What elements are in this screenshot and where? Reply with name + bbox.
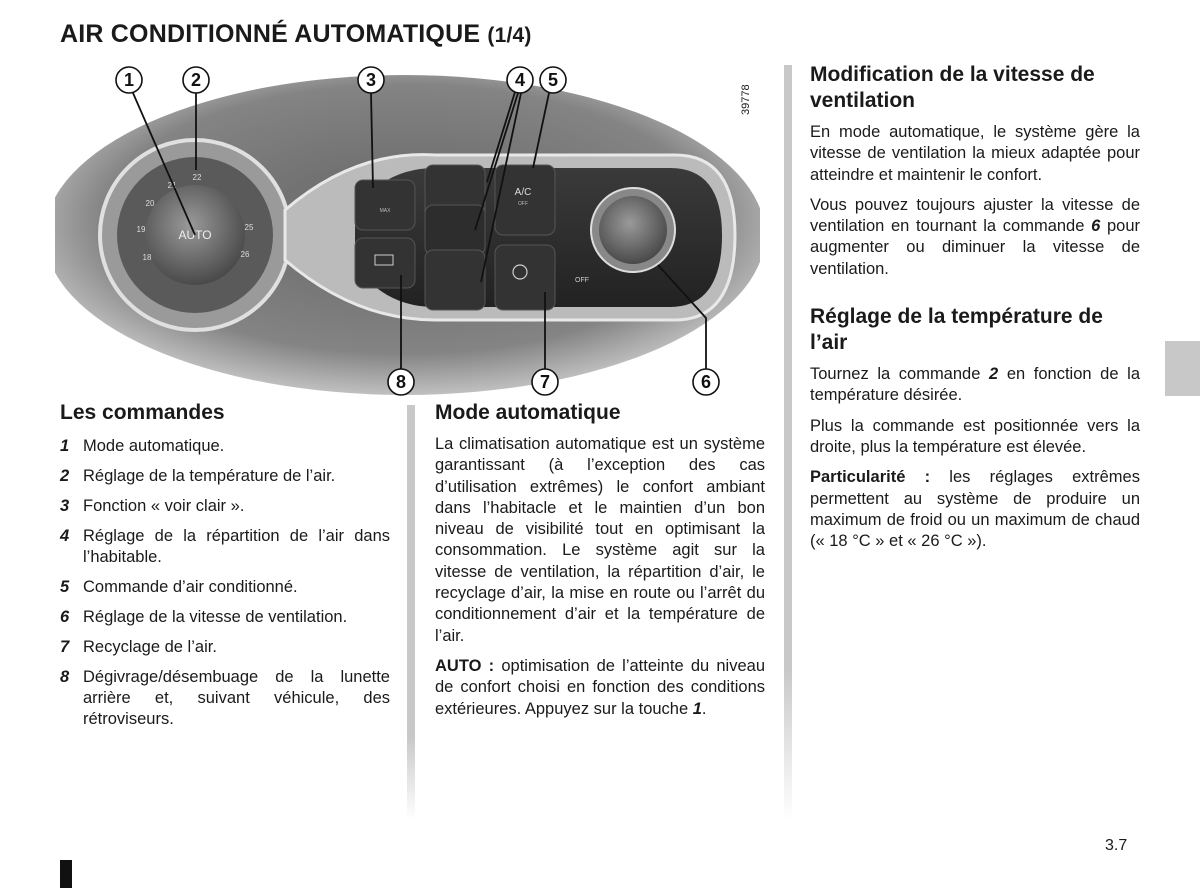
text-run: Vous pouvez toujours ajuster la vitesse de ventilation en tournant la commande — [810, 195, 1140, 236]
commandes-list — [60, 436, 390, 730]
list-item — [60, 577, 390, 598]
temp-tick: 21 — [167, 181, 177, 190]
item-number: 5 — [60, 578, 70, 596]
callout-3: 3 — [365, 70, 377, 90]
mode-auto-heading: Mode automatique — [435, 401, 621, 424]
page-edge-mark — [60, 860, 72, 888]
temp-tick: 25 — [244, 223, 254, 232]
ac-off-label: OFF — [518, 201, 528, 207]
page-number: 3.7 — [1105, 837, 1128, 854]
commandes-heading: Les commandes — [60, 401, 225, 424]
fan-off-label: OFF — [575, 277, 589, 284]
item-number: 1 — [60, 437, 70, 455]
temp-tick: 18 — [142, 253, 152, 262]
temp-tick: 26 — [240, 250, 250, 259]
right-column — [810, 62, 1140, 561]
item-number: 7 — [60, 638, 70, 656]
note-text: les réglages extrêmes permettent au système de produire un maximum de froid ou un maximum de chaud (« 18 °C » et « 26 °C »). — [810, 468, 1140, 551]
list-item — [60, 637, 390, 658]
list-item — [60, 607, 390, 628]
title-part: (1/4) — [487, 24, 532, 47]
rear-defrost-button[interactable] — [355, 238, 415, 288]
temperature-heading: Réglage de la température de l’air — [810, 305, 1103, 355]
auto-paragraph — [435, 656, 765, 720]
item-number: 8 — [60, 668, 70, 686]
text-run: en fonction de la température désirée. — [810, 365, 1140, 405]
ventilation-paragraph-2 — [810, 195, 1140, 280]
temp-tick: 20 — [145, 199, 155, 208]
note-paragraph — [810, 467, 1140, 552]
item-text: Dégivrage/désembuage de la lunette arrière et, suivant véhicule, des rétroviseurs. — [83, 668, 390, 728]
list-item — [60, 466, 390, 487]
mode-auto-paragraph: La climatisation automatique est un système garantissant (à l’exception des cas d’utilisation extrêmes) le confort ambiant dans l’habitacle et le maintien d’un bon niveau de visibilité tout en optimisant la consommation. Le système agit sur la vitesse de ventilation, la répartition d’air, le recyclage d’air, la mise en route ou l’arrêt du conditionnement d’air et la température de l’air. — [435, 435, 765, 645]
figure-reference: 39778 — [740, 84, 752, 115]
item-text: Réglage de la vitesse de ventilation. — [83, 608, 348, 626]
mode-auto-section — [435, 400, 765, 729]
item-number: 2 — [60, 467, 70, 485]
max-label: MAX — [379, 208, 391, 214]
callout-7: 7 — [539, 372, 551, 392]
auto-button-label[interactable]: AUTO — [178, 228, 212, 242]
page-title — [60, 20, 532, 49]
item-text: Réglage de la répartition de l’air dans l’habitable. — [83, 527, 390, 566]
temperature-paragraph-2: Plus la commande est positionnée vers la droite, plus la température est élevée. — [810, 416, 1140, 456]
section-tab-marker — [1165, 341, 1200, 396]
commandes-section — [60, 400, 390, 739]
column-divider — [784, 65, 792, 820]
callout-1: 1 — [123, 70, 135, 90]
callout-8: 8 — [395, 372, 407, 392]
command-num: 2 — [989, 365, 999, 384]
ac-label: A/C — [514, 187, 532, 198]
air-down-button[interactable] — [425, 250, 485, 310]
air-feet-button[interactable] — [425, 205, 485, 255]
item-text: Réglage de la température de l’air. — [83, 467, 336, 485]
item-number: 4 — [60, 527, 70, 545]
note-label: Particularité : — [810, 468, 931, 487]
auto-text: optimisation de l’atteinte du niveau de confort choisi en fonction des conditions extérieures. Appuyez sur la touche — [435, 656, 766, 718]
item-text: Fonction « voir clair ». — [83, 497, 245, 515]
item-number: 6 — [60, 608, 70, 626]
climate-control-figure — [55, 60, 760, 400]
text-run: Tournez la commande — [810, 365, 990, 384]
auto-end: . — [701, 699, 707, 718]
item-text: Commande d’air conditionné. — [83, 578, 298, 596]
ventilation-paragraph-1: En mode automatique, le système gère la vitesse de ventilation la mieux adaptée pour atteindre et maintenir le confort. — [810, 123, 1140, 184]
list-item — [60, 667, 390, 730]
callout-2: 2 — [190, 70, 202, 90]
list-item — [60, 496, 390, 517]
clear-view-button[interactable] — [355, 180, 415, 230]
item-text: Mode automatique. — [83, 437, 225, 455]
callout-6: 6 — [700, 372, 712, 392]
auto-num: 1 — [692, 699, 702, 718]
title-text: AIR CONDITIONNÉ AUTOMATIQUE — [60, 20, 481, 48]
column-divider — [407, 405, 415, 820]
temp-tick: 22 — [192, 173, 202, 182]
auto-label: AUTO : — [435, 656, 495, 675]
temperature-paragraph-1 — [810, 364, 1140, 407]
fan-speed-dial[interactable] — [599, 196, 667, 264]
command-num: 6 — [1091, 217, 1101, 236]
callout-4: 4 — [514, 70, 526, 90]
list-item — [60, 436, 390, 457]
item-number: 3 — [60, 497, 70, 515]
temp-tick: 19 — [136, 225, 146, 234]
item-text: Recyclage de l’air. — [83, 638, 217, 656]
callout-5: 5 — [547, 70, 559, 90]
list-item — [60, 526, 390, 568]
text-run: pour augmenter ou diminuer la vitesse de ventilation. — [810, 217, 1140, 278]
ventilation-heading: Modification de la vitesse de ventilation — [810, 63, 1095, 112]
